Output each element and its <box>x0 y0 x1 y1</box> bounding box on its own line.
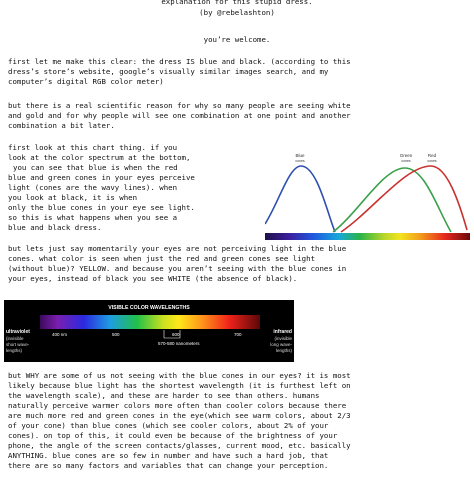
text-line: but lets just say momentarily your eyes are not perceiving light in the blue <box>8 244 347 253</box>
infrared-sublabel: (invisible <box>274 336 292 341</box>
color-spectrum-bar <box>265 233 470 240</box>
text-line: only the blue cones in your eye see light. <box>8 203 195 212</box>
text-line: you can see that blue is when the red <box>13 163 178 172</box>
red-cone-curve <box>341 166 467 232</box>
text-line: likely because blue light has the shortest wavelength (it is furthest left on <box>8 381 351 390</box>
text-line: ANYTHING. blue cones are so few in number and have such a hard job, that <box>8 451 329 460</box>
text-line: computer’s digital RGB color meter) <box>8 77 164 86</box>
infrared-sublabel: long wave- <box>270 342 292 347</box>
text-line: and gold and for why people will see one combination at one point and another <box>8 111 351 120</box>
text-line: dress’s store’s website, google’s visually similar images search, and my <box>8 67 329 76</box>
text-line: light (cones are the wavy lines). when <box>8 183 178 192</box>
red-cone-label: Red <box>427 153 437 158</box>
blue-cone-curve <box>265 166 335 232</box>
ultraviolet-sublabel: short wave- <box>6 342 30 347</box>
text-line: phone, the angle of the screen contacts/glasses, current mood, etc. basically <box>8 441 351 450</box>
ultraviolet-sublabel: (invisible <box>6 336 24 341</box>
text-line: look at the color spectrum at the bottom, <box>8 153 191 162</box>
tick-label-700: 700 <box>234 332 242 337</box>
green-cone-curve <box>333 168 451 232</box>
wavelength-chart <box>4 300 294 362</box>
text-line: cones. what color is seen when just the red and green cones see light <box>8 254 316 263</box>
tick-label-400: 400 nm <box>52 332 68 337</box>
visible-spectrum-band <box>40 315 260 329</box>
text-line: first let me make this clear: the dress IS blue and black. (according to this <box>8 57 351 66</box>
text-line: there are so many factors and variables that can change your perception. <box>8 461 329 470</box>
text-line: first look at this chart thing. if you <box>8 143 178 152</box>
text-line: combination a bit later. <box>8 121 115 130</box>
text-line: your eyes, instead of black you see WHITE (the absence of black). <box>8 274 298 283</box>
wavelength-chart-title: VISIBLE COLOR WAVELENGTHS <box>108 305 190 311</box>
green-cone-sublabel: cones <box>401 159 411 163</box>
infrared-sublabel: lengths) <box>275 348 292 353</box>
text-line: blue and black dress. <box>8 223 102 232</box>
tick-label-500: 500 <box>112 332 120 337</box>
welcome-text: you’re welcome. <box>203 35 271 44</box>
page-title: explanation for this stupid dress. <box>161 0 313 6</box>
blue-cone-sublabel: cones <box>295 159 305 163</box>
blue-cone-label: Blue <box>295 153 305 158</box>
text-line: you look at black, it is when <box>8 193 138 202</box>
text-line: naturally perceive warmer colors more often than cooler colors because there <box>8 401 347 410</box>
ultraviolet-sublabel: lengths) <box>6 348 23 353</box>
cone-sensitivity-chart <box>265 152 470 240</box>
text-line: the wavelength scale), and these are harder to see than others. humans <box>8 391 320 400</box>
byline: (by @rebelashton) <box>199 8 275 17</box>
green-cone-label: Green <box>399 153 413 158</box>
red-cone-sublabel: cones <box>427 159 437 163</box>
tick-label-600: 600 <box>172 332 180 337</box>
ultraviolet-label: ultraviolet <box>6 329 30 335</box>
text-line: cones). on top of this, it could even be because of the brightness of your <box>8 431 338 440</box>
infrared-label: infrared <box>273 329 292 335</box>
text-line: blue and green cones in your eyes perceive <box>8 173 195 182</box>
text-line: but WHY are some of us not seeing with the blue cones in our eyes? it is most <box>8 371 351 380</box>
text-line: are much more red and green cones in the eye(which see warm colors, about 2/3 <box>8 411 351 420</box>
text-line: so this is what happens when you see a <box>8 213 178 222</box>
text-line: of your cone) than blue cones (which see cooler colors, about 2% of your <box>8 421 329 430</box>
yellow-band-label: 570-580 nanometers <box>158 341 200 346</box>
text-line: but there is a real scientific reason for why so many people are seeing white <box>8 101 351 110</box>
text-line: (without blue)? YELLOW. and because you aren’t seeing with the blue cones in <box>8 264 347 273</box>
